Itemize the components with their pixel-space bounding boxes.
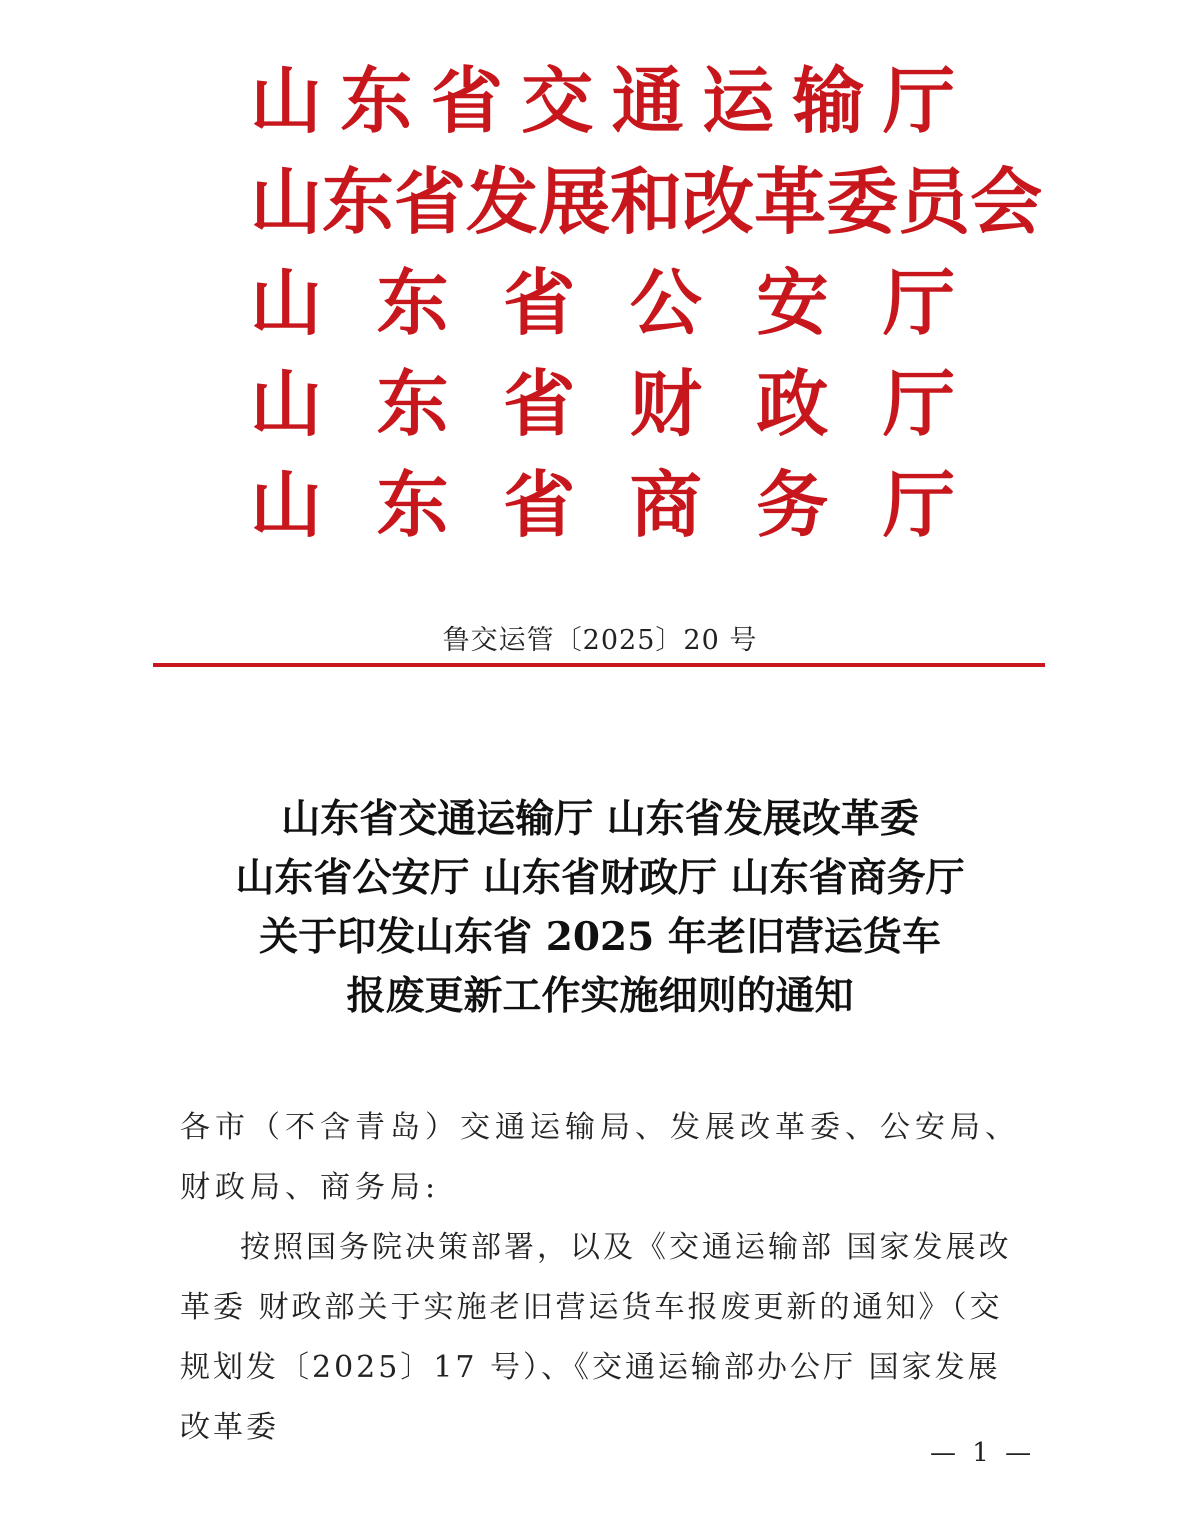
issuer-char: 会 <box>970 159 1043 244</box>
title-line: 山东省交通运输厅 山东省发展改革委 <box>281 796 919 842</box>
issuer-char: 东 <box>376 260 449 345</box>
issuer-char: 通 <box>611 58 684 143</box>
issuer-char: 山 <box>250 361 323 446</box>
issuer-char: 东 <box>376 361 449 446</box>
issuer-char: 山 <box>250 58 323 143</box>
red-separator-line <box>153 663 1045 667</box>
document-number: 鲁交运管〔2025〕20 号 <box>442 625 758 656</box>
document-title <box>0 790 1200 1026</box>
issuer-char: 商 <box>629 462 702 547</box>
issuer-char: 发 <box>466 159 539 244</box>
page-number: — 1 — <box>930 1438 1036 1468</box>
issuer-line <box>250 153 1043 251</box>
issuer-char: 委 <box>826 159 899 244</box>
issuer-line <box>250 456 955 554</box>
issuer-char: 公 <box>629 260 702 345</box>
issuer-char: 财 <box>629 361 702 446</box>
issuer-char: 东 <box>376 462 449 547</box>
issuer-char: 革 <box>754 159 827 244</box>
issuer-char: 厅 <box>882 361 955 446</box>
document-body <box>180 1098 1020 1458</box>
issuer-char: 东 <box>322 159 395 244</box>
issuer-line <box>250 52 955 150</box>
issuer-line <box>250 355 955 453</box>
addressee: 各市（不含青岛）交通运输局、发展改革委、公安局、财政局、商务局: <box>180 1110 1020 1205</box>
issuing-authorities <box>250 52 1043 557</box>
issuer-char: 东 <box>340 58 413 143</box>
issuer-char: 展 <box>538 159 611 244</box>
issuer-char: 员 <box>898 159 971 244</box>
body-paragraph: 按照国务院决策部署，以及《交通运输部 国家发展改革委 财政部关于实施老旧营运货车报废更新的通知》（交规划发〔2025〕17 号）、《交通运输部办公厅 国家发展改革委 <box>180 1230 1012 1445</box>
issuer-char: 改 <box>682 159 755 244</box>
issuer-char: 政 <box>756 361 829 446</box>
issuer-char: 和 <box>610 159 683 244</box>
issuer-char: 输 <box>792 58 865 143</box>
issuer-char: 厅 <box>882 260 955 345</box>
issuer-char: 省 <box>503 260 576 345</box>
issuer-char: 省 <box>394 159 467 244</box>
issuer-char: 运 <box>702 58 775 143</box>
issuer-char: 厅 <box>882 462 955 547</box>
issuer-char: 务 <box>756 462 829 547</box>
issuer-char: 省 <box>503 462 576 547</box>
issuer-char: 省 <box>503 361 576 446</box>
title-line: 山东省公安厅 山东省财政厅 山东省商务厅 <box>235 855 965 901</box>
title-line: 关于印发山东省 2025 年老旧营运货车 <box>259 914 941 960</box>
issuer-char: 安 <box>756 260 829 345</box>
issuer-char: 省 <box>430 58 503 143</box>
issuer-line <box>250 254 955 352</box>
issuer-char: 厅 <box>882 58 955 143</box>
title-line: 报废更新工作实施细则的通知 <box>346 973 854 1019</box>
issuer-char: 山 <box>250 462 323 547</box>
issuer-char: 山 <box>250 159 323 244</box>
issuer-char: 山 <box>250 260 323 345</box>
issuer-char: 交 <box>521 58 594 143</box>
